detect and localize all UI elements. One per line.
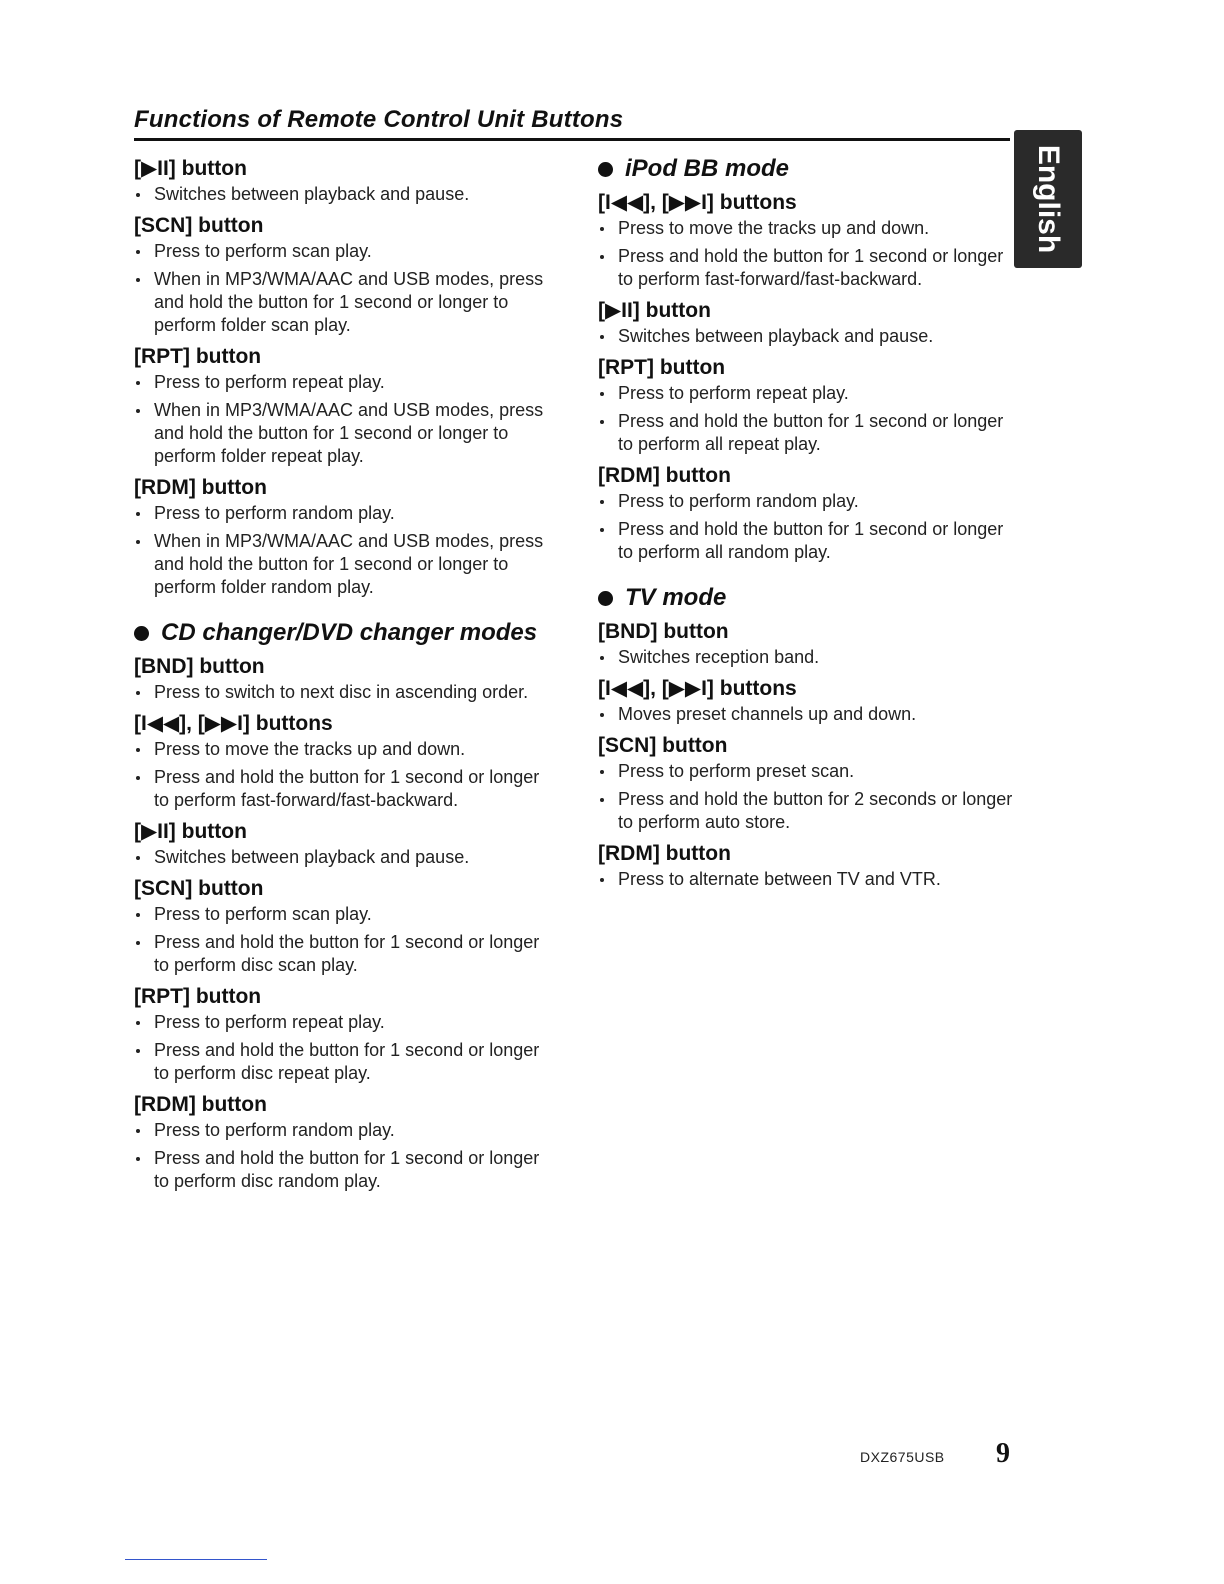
bullet-list [134, 371, 554, 468]
bullet-item: Press to perform random play. [134, 502, 554, 525]
bullet-dot-icon [134, 626, 149, 641]
button-heading: [RPT] button [134, 985, 262, 1008]
bullet-item: Press and hold the button for 2 seconds or longer to perform auto store. [598, 788, 1018, 834]
ipod-sections [598, 189, 1018, 564]
bullet-list [598, 325, 1018, 348]
bullet-list [134, 240, 554, 337]
bullet-list [134, 846, 554, 869]
bullet-list [598, 760, 1018, 834]
button-heading: [▶II] button [134, 820, 247, 843]
page-number: 9 [996, 1438, 1010, 1469]
language-tab-label: English [1032, 144, 1065, 254]
button-heading: [RDM] button [598, 842, 731, 865]
tv-mode-heading [598, 584, 1018, 612]
button-section [598, 840, 1018, 891]
bullet-item: Press to perform scan play. [134, 903, 554, 926]
bullet-list [134, 738, 554, 812]
page-header [134, 106, 1010, 141]
button-section [134, 653, 554, 704]
bullet-dot-icon [598, 591, 613, 606]
bullet-item: Press to move the tracks up and down. [598, 217, 1018, 240]
button-section [134, 875, 554, 977]
bullet-list [134, 502, 554, 599]
bullet-list [134, 1011, 554, 1085]
button-heading: [BND] button [134, 655, 265, 678]
bullet-item: Press and hold the button for 1 second or longer to perform all repeat play. [598, 410, 1018, 456]
bullet-dot-icon [598, 162, 613, 177]
bullet-item: When in MP3/WMA/AAC and USB modes, press and hold the button for 1 second or longer to perform folder random play. [134, 530, 554, 599]
bullet-item: When in MP3/WMA/AAC and USB modes, press and hold the button for 1 second or longer to perform folder repeat play. [134, 399, 554, 468]
bullet-item: Press and hold the button for 1 second or longer to perform fast-forward/fast-backward. [598, 245, 1018, 291]
button-section [134, 212, 554, 337]
bullet-item: Press to perform preset scan. [598, 760, 1018, 783]
bullet-list [598, 703, 1018, 726]
bullet-item: Moves preset channels up and down. [598, 703, 1018, 726]
cd-changer-mode-block [134, 619, 554, 1193]
tv-mode-block [598, 584, 1018, 891]
bottom-divider [125, 1559, 267, 1560]
bullet-item: When in MP3/WMA/AAC and USB modes, press and hold the button for 1 second or longer to perform folder scan play. [134, 268, 554, 337]
button-section [598, 354, 1018, 456]
button-heading: [I◀◀], [▶▶I] buttons [598, 677, 797, 700]
bullet-list [134, 903, 554, 977]
button-section [598, 618, 1018, 669]
bullet-list [598, 646, 1018, 669]
button-heading: [RPT] button [598, 356, 726, 379]
button-heading: [RDM] button [598, 464, 731, 487]
bullet-list [598, 490, 1018, 564]
bullet-item: Press to perform repeat play. [598, 382, 1018, 405]
tv-mode-title: TV mode [625, 584, 727, 611]
ipod-mode-block [598, 155, 1018, 564]
button-section [598, 462, 1018, 564]
bullet-item: Switches reception band. [598, 646, 1018, 669]
bullet-item: Press and hold the button for 1 second or longer to perform disc repeat play. [134, 1039, 554, 1085]
bullet-item: Press and hold the button for 1 second or longer to perform disc scan play. [134, 931, 554, 977]
cd-changer-mode-heading [134, 619, 554, 647]
button-heading: [I◀◀], [▶▶I] buttons [134, 712, 333, 735]
bullet-list [134, 183, 554, 206]
bullet-item: Press to perform repeat play. [134, 371, 554, 394]
bullet-list [134, 681, 554, 704]
bullet-list [598, 868, 1018, 891]
button-section [598, 189, 1018, 291]
bullet-item: Switches between playback and pause. [134, 183, 554, 206]
button-section [134, 1091, 554, 1193]
bullet-item: Press to move the tracks up and down. [134, 738, 554, 761]
bullet-item: Switches between playback and pause. [598, 325, 1018, 348]
language-tab [1014, 130, 1082, 268]
button-heading: [BND] button [598, 620, 729, 643]
bullet-item: Press to perform repeat play. [134, 1011, 554, 1034]
ipod-mode-title: iPod BB mode [625, 155, 790, 182]
button-heading: [▶II] button [134, 157, 247, 180]
right-column [598, 155, 1018, 897]
intro-sections [134, 155, 554, 599]
button-section [134, 155, 554, 206]
button-section [134, 983, 554, 1085]
bullet-item: Press to alternate between TV and VTR. [598, 868, 1018, 891]
button-section [598, 675, 1018, 726]
button-heading: [SCN] button [134, 877, 264, 900]
button-heading: [SCN] button [598, 734, 728, 757]
page-title: Functions of Remote Control Unit Buttons [134, 106, 624, 133]
left-column [134, 155, 554, 1199]
button-section [598, 297, 1018, 348]
bullet-item: Press to perform random play. [598, 490, 1018, 513]
tv-sections [598, 618, 1018, 891]
bullet-item: Press to switch to next disc in ascending order. [134, 681, 554, 704]
button-heading: [▶II] button [598, 299, 711, 322]
bullet-item: Press and hold the button for 1 second or longer to perform all random play. [598, 518, 1018, 564]
cd-changer-mode-title: CD changer/DVD changer modes [161, 619, 538, 646]
button-heading: [I◀◀], [▶▶I] buttons [598, 191, 797, 214]
bullet-item: Switches between playback and pause. [134, 846, 554, 869]
button-section [134, 343, 554, 468]
cd-changer-sections [134, 653, 554, 1193]
button-section [134, 474, 554, 599]
bullet-list [134, 1119, 554, 1193]
button-heading: [SCN] button [134, 214, 264, 237]
button-section [598, 732, 1018, 834]
bullet-item: Press to perform random play. [134, 1119, 554, 1142]
bullet-item: Press to perform scan play. [134, 240, 554, 263]
bullet-item: Press and hold the button for 1 second or longer to perform fast-forward/fast-backward. [134, 766, 554, 812]
bullet-list [598, 382, 1018, 456]
bullet-list [598, 217, 1018, 291]
model-code: DXZ675USB [860, 1449, 945, 1465]
button-section [134, 710, 554, 812]
ipod-mode-heading [598, 155, 1018, 183]
button-heading: [RPT] button [134, 345, 262, 368]
button-heading: [RDM] button [134, 476, 267, 499]
button-section [134, 818, 554, 869]
bullet-item: Press and hold the button for 1 second or longer to perform disc random play. [134, 1147, 554, 1193]
button-heading: [RDM] button [134, 1093, 267, 1116]
